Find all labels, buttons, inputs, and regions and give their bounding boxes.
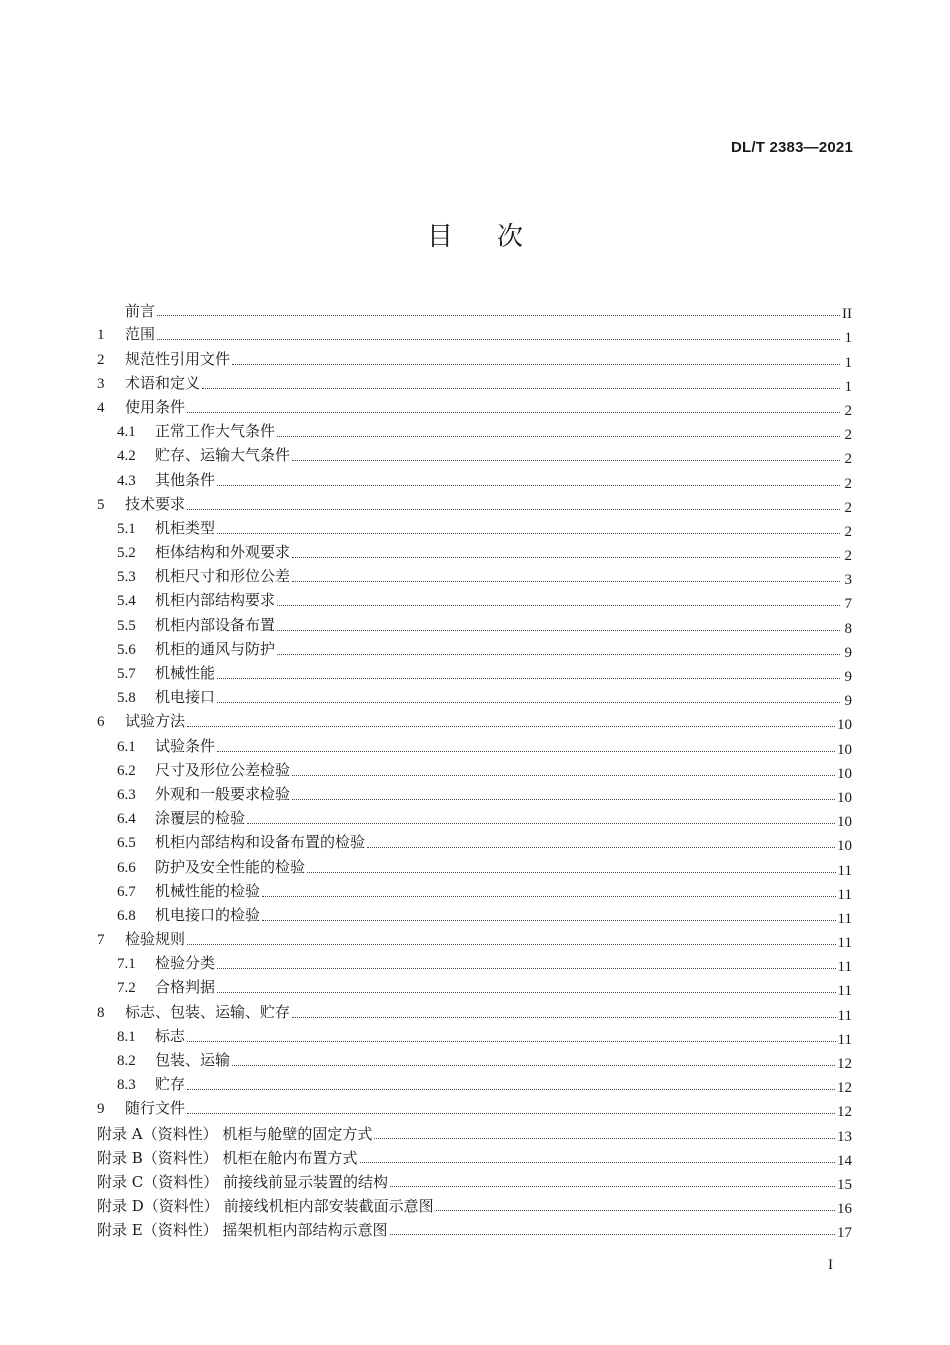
toc-entry-label xyxy=(117,1026,185,1047)
toc-entry-label xyxy=(117,881,260,902)
toc-entry-label xyxy=(97,1220,388,1240)
toc-entry-label xyxy=(97,349,230,370)
toc-entry-title: 尺寸及形位公差检验 xyxy=(155,760,291,779)
toc-entry-page: 8 xyxy=(844,620,852,637)
toc-entry-page: 7 xyxy=(844,596,852,613)
toc-entry-title: 贮存、运输大气条件 xyxy=(155,446,291,465)
toc-entry-page: 9 xyxy=(844,644,852,661)
toc-entry-label xyxy=(97,373,200,394)
toc-entry-label xyxy=(117,590,275,611)
toc-entry-number: 5.2 xyxy=(117,545,136,562)
toc-entry-page: 2 xyxy=(844,402,852,419)
toc-entry-page: 16 xyxy=(837,1201,852,1218)
toc-entry-number: 8.2 xyxy=(117,1053,136,1069)
toc-entry[interactable] xyxy=(97,684,852,708)
toc-entry-title: 机柜内部设备布置 xyxy=(155,615,276,634)
toc-entry-page: 2 xyxy=(844,427,852,444)
toc-leader-dots xyxy=(247,822,835,824)
toc-entry[interactable] xyxy=(97,1144,852,1168)
toc-entry-label xyxy=(97,711,185,732)
toc-entry-number: 5.4 xyxy=(117,593,136,610)
toc-entry[interactable] xyxy=(97,1095,852,1119)
toc-entry-title: 涂覆层的检验 xyxy=(155,809,246,828)
toc-entry[interactable] xyxy=(97,418,852,442)
toc-entry-title: 机电接口 xyxy=(155,688,216,707)
toc-entry-number: 9 xyxy=(97,1101,105,1118)
toc-leader-dots xyxy=(157,314,840,316)
toc-entry-page: II xyxy=(842,306,852,323)
toc-entry[interactable] xyxy=(97,297,852,321)
toc-entry-page: 11 xyxy=(837,935,852,952)
toc-entry-title: 使用条件 xyxy=(125,397,186,416)
toc-leader-dots xyxy=(262,895,836,897)
toc-entry[interactable] xyxy=(97,1071,852,1095)
toc-entry-label xyxy=(97,301,155,321)
toc-entry[interactable] xyxy=(97,466,852,490)
toc-entry[interactable] xyxy=(97,660,852,684)
document-code: DL/T 2383—2021 xyxy=(730,139,853,156)
toc-entry-page: 10 xyxy=(837,765,852,782)
toc-entry-page: 1 xyxy=(844,378,852,395)
toc-entry[interactable] xyxy=(97,708,852,732)
toc-entry-number: 5.1 xyxy=(117,520,136,537)
toc-leader-dots xyxy=(187,1112,835,1114)
toc-entry[interactable] xyxy=(97,321,852,345)
toc-entry-number: 7.2 xyxy=(117,980,136,997)
toc-entry-number: 5.6 xyxy=(117,641,136,658)
toc-entry-title: 柜体结构和外观要求 xyxy=(155,543,291,562)
toc-entry-title: 机械性能 xyxy=(155,664,216,682)
toc-entry-title: 附录 D（资料性） 前接线机柜内部安装截面示意图 xyxy=(97,1197,434,1216)
toc-leader-dots xyxy=(187,1088,835,1090)
toc-entry-page: 10 xyxy=(837,717,852,734)
toc-leader-dots xyxy=(292,556,840,558)
toc-entry-page: 2 xyxy=(844,499,852,516)
toc-entry-title: 前言 xyxy=(125,302,156,321)
toc-entry-label xyxy=(117,421,275,442)
toc-entry-title: 范围 xyxy=(125,325,156,344)
toc-entry[interactable] xyxy=(97,587,852,611)
toc-leader-dots xyxy=(292,459,840,461)
toc-entry-number: 6.3 xyxy=(117,786,136,803)
toc-entry-page: 1 xyxy=(844,354,852,371)
toc-entry-page: 11 xyxy=(837,910,852,927)
toc-entry-title: 试验方法 xyxy=(125,712,186,731)
toc-leader-dots xyxy=(277,604,840,606)
toc-entry-title: 机电接口的检验 xyxy=(155,905,261,924)
toc-entry-title: 附录 B（资料性） 机柜在舱内布置方式 xyxy=(97,1148,358,1167)
toc-entry-number: 5.5 xyxy=(117,617,136,634)
toc-entry-label xyxy=(117,663,215,684)
toc-entry[interactable] xyxy=(97,950,852,974)
toc-leader-dots xyxy=(217,967,836,969)
toc-entry[interactable] xyxy=(97,1192,852,1216)
toc-entry-title: 规范性引用文件 xyxy=(125,349,231,368)
toc-entry-page: 11 xyxy=(837,862,852,879)
toc-entry-number: 5.3 xyxy=(117,569,136,586)
toc-entry-page: 11 xyxy=(837,959,852,976)
toc-entry[interactable] xyxy=(97,394,852,418)
toc-entry-title: 标志 xyxy=(155,1026,186,1045)
toc-entry[interactable] xyxy=(97,829,852,853)
toc-leader-dots xyxy=(157,338,840,340)
toc-leader-dots xyxy=(360,1161,835,1163)
toc-entry-page: 15 xyxy=(837,1176,852,1193)
toc-entry[interactable] xyxy=(97,345,852,369)
toc-entry-page: 11 xyxy=(837,886,852,903)
toc-entry-number: 5.7 xyxy=(117,666,136,682)
toc-entry-label xyxy=(117,1074,185,1095)
toc-entry[interactable] xyxy=(97,442,852,466)
toc-entry-page: 2 xyxy=(844,451,852,468)
toc-entry-page: 11 xyxy=(837,983,852,1000)
toc-leader-dots xyxy=(292,580,840,582)
toc-leader-dots xyxy=(232,363,840,365)
toc-entry-page: 10 xyxy=(837,814,852,831)
toc-entry-title: 机柜内部结构要求 xyxy=(155,591,276,610)
toc-leader-dots xyxy=(187,411,840,413)
toc-entry-title: 附录 C（资料性） 前接线前显示装置的结构 xyxy=(97,1172,389,1191)
toc-leader-dots xyxy=(292,798,835,800)
toc-entry-page: 2 xyxy=(844,548,852,565)
toc-entry-number: 6.7 xyxy=(117,883,136,900)
toc-entry[interactable] xyxy=(97,878,852,902)
toc-leader-dots xyxy=(217,991,836,993)
toc-entry[interactable] xyxy=(97,563,852,587)
page-number: I xyxy=(828,1257,833,1273)
toc-leader-dots xyxy=(277,653,840,655)
toc-entry-page: 10 xyxy=(837,741,852,758)
toc-entry-page: 17 xyxy=(837,1225,852,1242)
toc-entry-title: 技术要求 xyxy=(125,494,186,513)
toc-entry[interactable] xyxy=(97,539,852,563)
toc-entry-number: 2 xyxy=(97,351,105,368)
toc-leader-dots xyxy=(367,846,835,848)
toc-leader-dots xyxy=(217,677,840,679)
toc-entry[interactable] xyxy=(97,1168,852,1192)
toc-leader-dots xyxy=(262,919,836,921)
toc-leader-dots xyxy=(217,484,840,486)
toc-entry-page: 9 xyxy=(844,669,852,685)
toc-entry-title: 机柜尺寸和形位公差 xyxy=(155,567,291,586)
toc-leader-dots xyxy=(217,701,840,703)
toc-entry-page: 1 xyxy=(844,330,852,347)
toc-entry-page: 2 xyxy=(844,523,852,540)
toc-entry-label xyxy=(117,518,215,539)
toc-entry-number: 6.2 xyxy=(117,762,136,779)
toc-entry-label xyxy=(117,760,290,781)
toc-leader-dots xyxy=(187,508,840,510)
toc-leader-dots xyxy=(217,532,840,534)
toc-entry-title: 检验规则 xyxy=(125,930,186,949)
toc-entry[interactable] xyxy=(97,757,852,781)
toc-entry-page: 10 xyxy=(837,789,852,806)
toc-entry-page: 11 xyxy=(837,1007,852,1024)
toc-entry-number: 3 xyxy=(97,375,105,392)
toc-entry-page: 10 xyxy=(837,838,852,855)
toc-entry-title: 包装、运输 xyxy=(155,1051,231,1069)
toc-leader-dots xyxy=(187,943,836,945)
toc-entry[interactable] xyxy=(97,1023,852,1047)
toc-entry-page: 13 xyxy=(837,1128,852,1145)
toc-entry[interactable] xyxy=(97,853,852,877)
toc-entry-label xyxy=(97,1148,358,1168)
toc-entry-title: 标志、包装、运输、贮存 xyxy=(125,1002,291,1021)
toc-entry-page: 11 xyxy=(837,1031,852,1048)
toc-entry-page: 14 xyxy=(837,1152,852,1169)
toc-entry[interactable] xyxy=(97,1119,852,1143)
toc-leader-dots xyxy=(390,1233,836,1235)
toc-entry-title: 合格判据 xyxy=(155,978,216,997)
toc-entry-number: 6.8 xyxy=(117,907,136,924)
toc-entry[interactable] xyxy=(97,974,852,998)
toc-entry-number: 4.3 xyxy=(117,472,136,489)
toc-entry[interactable] xyxy=(97,636,852,660)
toc-entry-title: 检验分类 xyxy=(155,954,216,973)
toc-leader-dots xyxy=(390,1185,835,1187)
toc-entry-number: 5 xyxy=(97,496,105,513)
toc-leader-dots xyxy=(374,1137,835,1139)
toc-entry-label xyxy=(97,1098,185,1119)
toc-entry-label xyxy=(117,542,290,563)
toc-entry-label xyxy=(117,445,290,466)
toc-entry[interactable] xyxy=(97,805,852,829)
toc-entry-label xyxy=(117,639,275,660)
toc-leader-dots xyxy=(217,750,835,752)
toc-entry-page: 12 xyxy=(837,1104,852,1121)
toc-entry[interactable] xyxy=(97,902,852,926)
toc-entry-title: 术语和定义 xyxy=(125,373,201,392)
toc-entry-page: 2 xyxy=(844,475,852,492)
toc-entry-number: 4.2 xyxy=(117,448,136,465)
toc-entry-label xyxy=(97,1172,388,1192)
toc-entry-number: 6.5 xyxy=(117,835,136,852)
toc-leader-dots xyxy=(292,1016,836,1018)
toc-entry-label xyxy=(97,1124,372,1144)
toc-entry[interactable] xyxy=(97,732,852,756)
toc-entry-title: 其他条件 xyxy=(155,470,216,489)
table-of-contents xyxy=(97,297,852,1240)
toc-entry-label xyxy=(117,615,275,636)
toc-entry[interactable] xyxy=(97,1047,852,1071)
toc-entry[interactable] xyxy=(97,515,852,539)
toc-entry-label xyxy=(97,1002,290,1023)
toc-entry-label xyxy=(117,566,290,587)
toc-entry-label xyxy=(97,1196,434,1216)
toc-entry-title: 试验条件 xyxy=(155,736,216,755)
toc-leader-dots xyxy=(202,387,840,389)
toc-entry[interactable] xyxy=(97,998,852,1022)
toc-leader-dots xyxy=(292,774,835,776)
toc-entry-title: 贮存 xyxy=(155,1075,186,1094)
toc-leader-dots xyxy=(307,871,836,873)
toc-entry-label xyxy=(97,324,155,345)
toc-entry[interactable] xyxy=(97,491,852,515)
toc-entry-label xyxy=(117,857,305,878)
toc-entry-title: 机柜类型 xyxy=(155,518,216,537)
toc-entry-label xyxy=(97,494,185,515)
toc-entry-label xyxy=(117,1050,230,1071)
toc-entry-page: 12 xyxy=(837,1080,852,1097)
toc-entry-label xyxy=(117,953,215,974)
toc-entry-number: 8.1 xyxy=(117,1028,136,1045)
toc-entry-number: 7 xyxy=(97,932,105,949)
toc-entry-title: 附录 E（资料性） 摇架机柜内部结构示意图 xyxy=(97,1221,388,1240)
toc-entry[interactable] xyxy=(97,611,852,635)
toc-entry-page: 3 xyxy=(844,572,852,589)
page-title: 目次 xyxy=(426,222,567,252)
toc-leader-dots xyxy=(187,1040,836,1042)
toc-entry-number: 4 xyxy=(97,399,105,416)
toc-entry-label xyxy=(117,784,290,805)
toc-entry-title: 机柜的通风与防护 xyxy=(155,639,276,658)
toc-entry-label xyxy=(117,832,365,853)
toc-entry-number: 7.1 xyxy=(117,956,136,973)
toc-entry-title: 机械性能的检验 xyxy=(155,881,261,900)
toc-leader-dots xyxy=(187,725,835,727)
toc-entry-page: 9 xyxy=(844,693,852,710)
toc-entry-label xyxy=(97,397,185,418)
toc-entry[interactable] xyxy=(97,1216,852,1240)
toc-entry-number: 1 xyxy=(97,327,105,344)
toc-entry-label xyxy=(117,808,245,829)
toc-entry-number: 8 xyxy=(97,1004,105,1021)
toc-leader-dots xyxy=(277,435,840,437)
toc-entry-number: 6.6 xyxy=(117,859,136,876)
toc-entry-number: 4.1 xyxy=(117,424,136,441)
toc-entry-title: 随行文件 xyxy=(125,1099,186,1118)
toc-entry-title: 附录 A（资料性） 机柜与舱壁的固定方式 xyxy=(97,1124,373,1143)
toc-entry-label xyxy=(117,687,215,708)
toc-leader-dots xyxy=(232,1064,835,1066)
toc-leader-dots xyxy=(436,1209,835,1211)
toc-entry-title: 机柜内部结构和设备布置的检验 xyxy=(155,833,366,852)
toc-entry-page: 12 xyxy=(837,1056,852,1072)
toc-entry-number: 8.3 xyxy=(117,1077,136,1094)
toc-entry-label xyxy=(97,929,185,950)
toc-entry-label xyxy=(117,905,260,926)
toc-entry-number: 6.4 xyxy=(117,811,136,828)
toc-leader-dots xyxy=(277,629,840,631)
toc-entry[interactable] xyxy=(97,926,852,950)
toc-entry[interactable] xyxy=(97,781,852,805)
toc-entry-label xyxy=(117,470,215,491)
toc-entry-title: 防护及安全性能的检验 xyxy=(155,857,306,876)
toc-entry-number: 5.8 xyxy=(117,690,136,707)
toc-entry[interactable] xyxy=(97,370,852,394)
toc-entry-title: 正常工作大气条件 xyxy=(155,422,276,441)
toc-entry-number: 6.1 xyxy=(117,738,136,755)
toc-entry-number: 6 xyxy=(97,714,105,731)
toc-entry-label xyxy=(117,977,215,998)
toc-entry-title: 外观和一般要求检验 xyxy=(155,784,291,803)
toc-entry-label xyxy=(117,736,215,757)
